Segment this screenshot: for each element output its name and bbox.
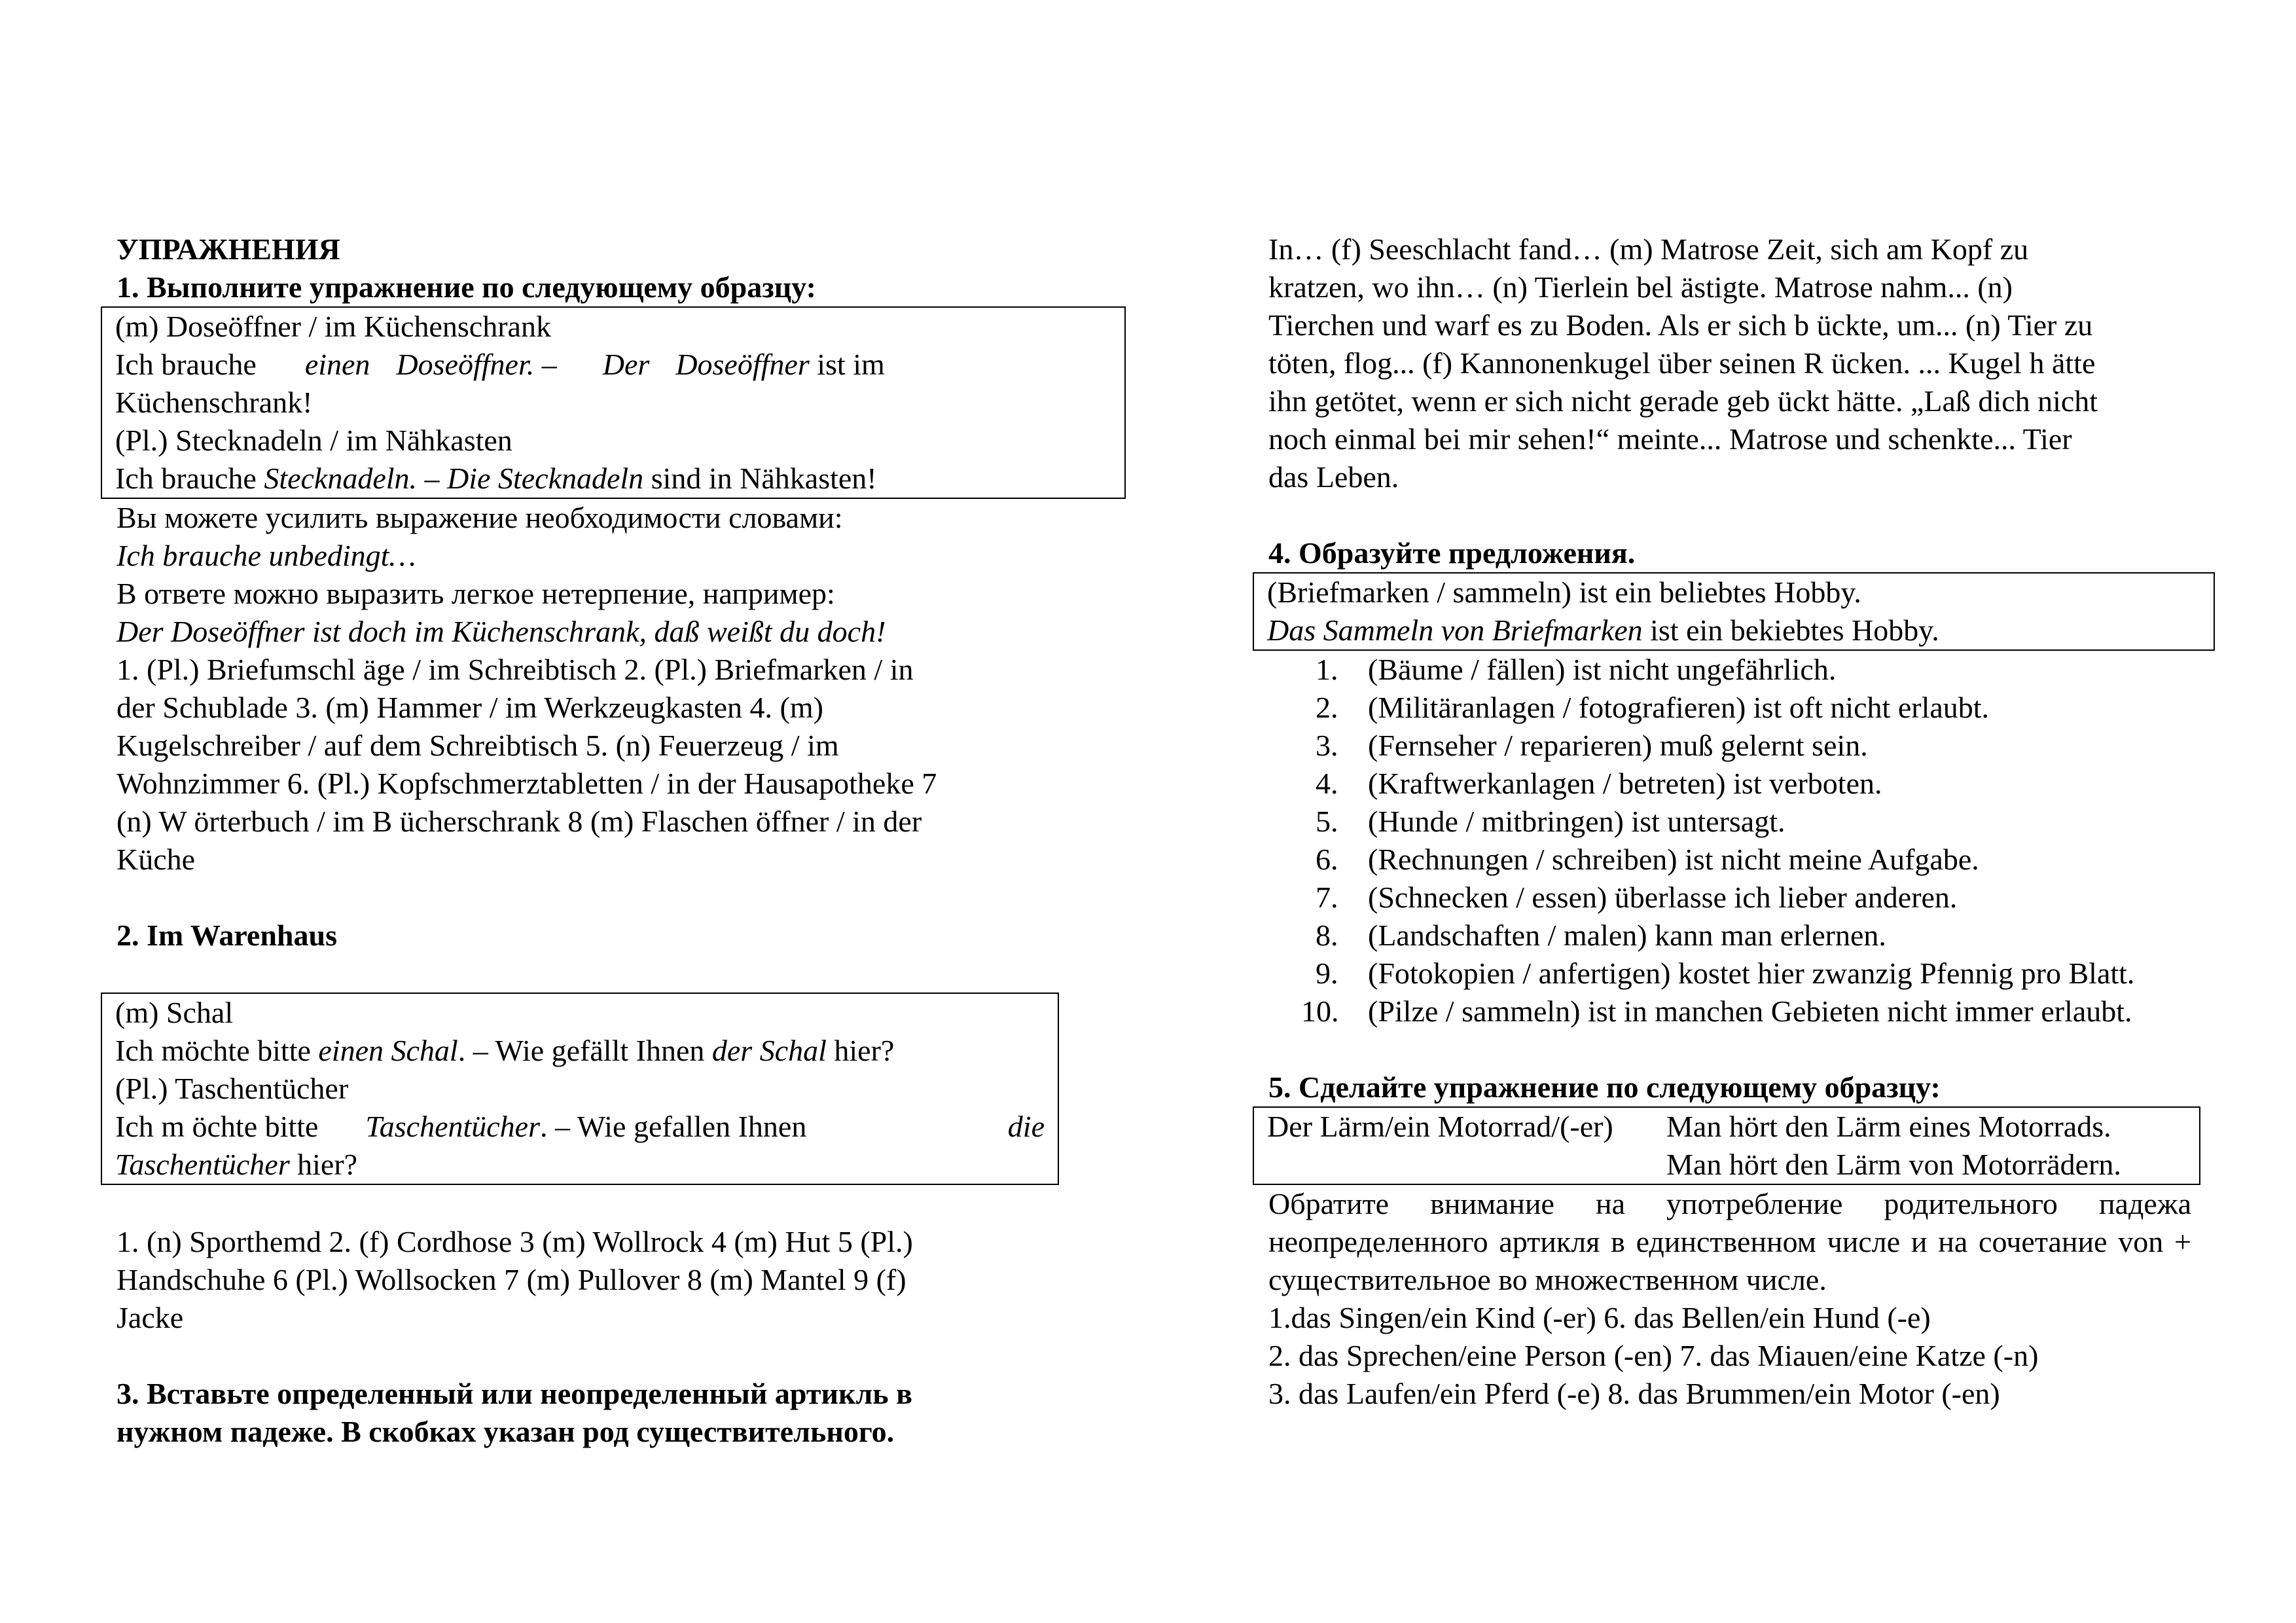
note-text: В ответе можно выразить легкое нетерпение, например:: [117, 577, 835, 610]
list-item: 9. (Fotokopien / anfertigen) kostet hier zwanzig Pfennig pro Blatt.: [1316, 957, 2135, 990]
example-line: Küchenschrank!: [115, 386, 313, 419]
story-line: noch einmal bei mir sehen!“ meinte... Matrose und schenkte... Tier: [1268, 422, 2072, 456]
exercise-1-title: 1. Выполните упражнение по следующему образцу:: [117, 270, 816, 304]
exercise-2-items: [117, 1223, 1039, 1337]
exercise-2-example-box: [101, 993, 1059, 1185]
story-line: töten, flog... (f) Kannonenkugel über seinen R ücken. ... Kugel h ätte: [1268, 346, 2096, 380]
note-example: Der Doseöffner ist doch im Küchenschrank, daß weißt du doch!: [117, 615, 886, 648]
item-line: Wohnzimmer 6. (Pl.) Kopfschmerztabletten / in der Hausapotheke 7: [117, 767, 937, 800]
item-line: der Schublade 3. (m) Hammer / im Werkzeugkasten 4. (m): [117, 691, 823, 724]
note-text: Обратите внимание на употребление родительного падежа неопределенного артикля в единственном числе и на сочетание von + существительное во множественном числе.: [1268, 1187, 2191, 1296]
example-line: Ich m öchte bitte Taschentücher. – Wie gefallen Ihnen die: [115, 1110, 1045, 1143]
item-line: 1. (n) Sporthemd 2. (f) Cordhose 3 (m) Wollrock 4 (m) Hut 5 (Pl.): [117, 1225, 913, 1258]
exercise-1-example-box: [101, 306, 1126, 499]
item-line: 1.das Singen/ein Kind (-er) 6. das Bellen/ein Hund (-e): [1268, 1301, 1931, 1334]
note-text: Вы можете усилить выражение необходимости словами:: [117, 501, 843, 534]
example-line: Taschentücher hier?: [115, 1148, 358, 1181]
right-column: [1268, 230, 2211, 1413]
example-line: (m) Schal: [115, 996, 234, 1029]
example-line: Ich brauche Stecknadeln. – Die Stecknadeln sind in Nähkasten!: [115, 462, 877, 495]
list-item: 4. (Kraftwerkanlagen / betreten) ist verboten.: [1316, 767, 1882, 800]
item-line: Küche: [117, 843, 196, 876]
example-line: (Briefmarken / sammeln) ist ein beliebtes Hobby.: [1267, 575, 1861, 609]
item-line: Handschuhe 6 (Pl.) Wollsocken 7 (m) Pullover 8 (m) Mantel 9 (f): [117, 1263, 906, 1296]
story-line: kratzen, wo ihn… (n) Tierlein bel ästigte. Matrose nahm... (n): [1268, 270, 2013, 304]
list-item: 2. (Militäranlagen / fotografieren) ist oft nicht erlaubt.: [1316, 691, 1990, 724]
item-line: (n) W örterbuch / im B ücherschrank 8 (m) Flaschen öffner / in der: [117, 805, 922, 838]
item-line: Kugelschreiber / auf dem Schreibtisch 5. (n) Feuerzeug / im: [117, 729, 839, 762]
left-column: [115, 230, 1045, 1451]
section-heading: УПРАЖНЕНИЯ: [117, 232, 340, 266]
list-item: 1. (Bäume / fällen) ist nicht ungefährlich.: [1316, 653, 1837, 686]
exercise-3-title: 3. Вставьте определенный или неопределенный артикль в: [117, 1377, 912, 1410]
example-line: (m) Doseöffner / im Küchenschrank: [115, 310, 551, 343]
example-phrase: Der Lärm/ein Motorrad/(-er): [1267, 1110, 1613, 1143]
list-item: 6. (Rechnungen / schreiben) ist nicht meine Aufgabe.: [1316, 843, 1979, 876]
list-item: 3. (Fernseher / reparieren) muß gelernt sein.: [1316, 729, 1868, 762]
item-line: 1. (Pl.) Briefumschl äge / im Schreibtisch 2. (Pl.) Briefmarken / in: [117, 653, 914, 686]
item-line: 3. das Laufen/ein Pferd (-e) 8. das Brummen/ein Motor (-en): [1268, 1377, 2000, 1410]
example-line: Ich möchte bitte einen Schal. – Wie gefällt Ihnen der Schal hier?: [115, 1034, 895, 1067]
list-item: 7. (Schnecken / essen) überlasse ich lieber anderen.: [1316, 881, 1958, 914]
item-line: 2. das Sprechen/eine Person (-en) 7. das Miauen/eine Katze (-n): [1268, 1339, 2039, 1372]
list-item: 8. (Landschaften / malen) kann man erlernen.: [1316, 919, 1886, 952]
example-line: Ich brauche einen Doseöffner. – Der Doseöffner ist im: [115, 348, 885, 381]
item-line: Jacke: [117, 1301, 184, 1334]
example-line: (Pl.) Taschentücher: [115, 1072, 349, 1105]
exercise-3-story: [1268, 230, 2211, 496]
story-line: das Leben.: [1268, 460, 1399, 494]
exercise-1-items: [117, 651, 1039, 879]
exercise-4-list: [1268, 651, 2211, 1030]
note-example: Ich brauche unbedingt…: [117, 539, 416, 572]
exercise-5-example-box: [1253, 1106, 2200, 1185]
list-item: 5. (Hunde / mitbringen) ist untersagt.: [1316, 805, 1785, 838]
story-line: Tierchen und warf es zu Boden. Als er sich b ückte, um... (n) Tier zu: [1268, 308, 2093, 342]
example-line: Man hört den Lärm von Motorrädern.: [1666, 1148, 2121, 1181]
list-item: 10. (Pilze / sammeln) ist in manchen Gebieten nicht immer erlaubt.: [1301, 994, 2132, 1028]
exercise-5-title: 5. Сделайте упражнение по следующему образцу:: [1268, 1070, 1941, 1104]
exercise-4-example-box: [1253, 572, 2215, 651]
example-line: Man hört den Lärm eines Motorrads.: [1666, 1110, 2111, 1143]
example-line: (Pl.) Stecknadeln / im Nähkasten: [115, 424, 512, 457]
exercise-2-title: 2. Im Warenhaus: [117, 919, 338, 952]
story-line: In… (f) Seeschlacht fand… (m) Matrose Zeit, sich am Kopf zu: [1268, 232, 2029, 266]
story-line: ihn getötet, wenn er sich nicht gerade geb ückt hätte. „Laß dich nicht: [1268, 384, 2098, 418]
exercise-4-title: 4. Образуйте предложения.: [1268, 536, 1636, 570]
exercise-5-items: [1268, 1299, 2211, 1413]
exercise-3-title: нужном падеже. В скобках указан род существительного.: [117, 1415, 895, 1448]
example-line: Das Sammeln von Briefmarken ist ein bekiebtes Hobby.: [1267, 613, 1939, 647]
